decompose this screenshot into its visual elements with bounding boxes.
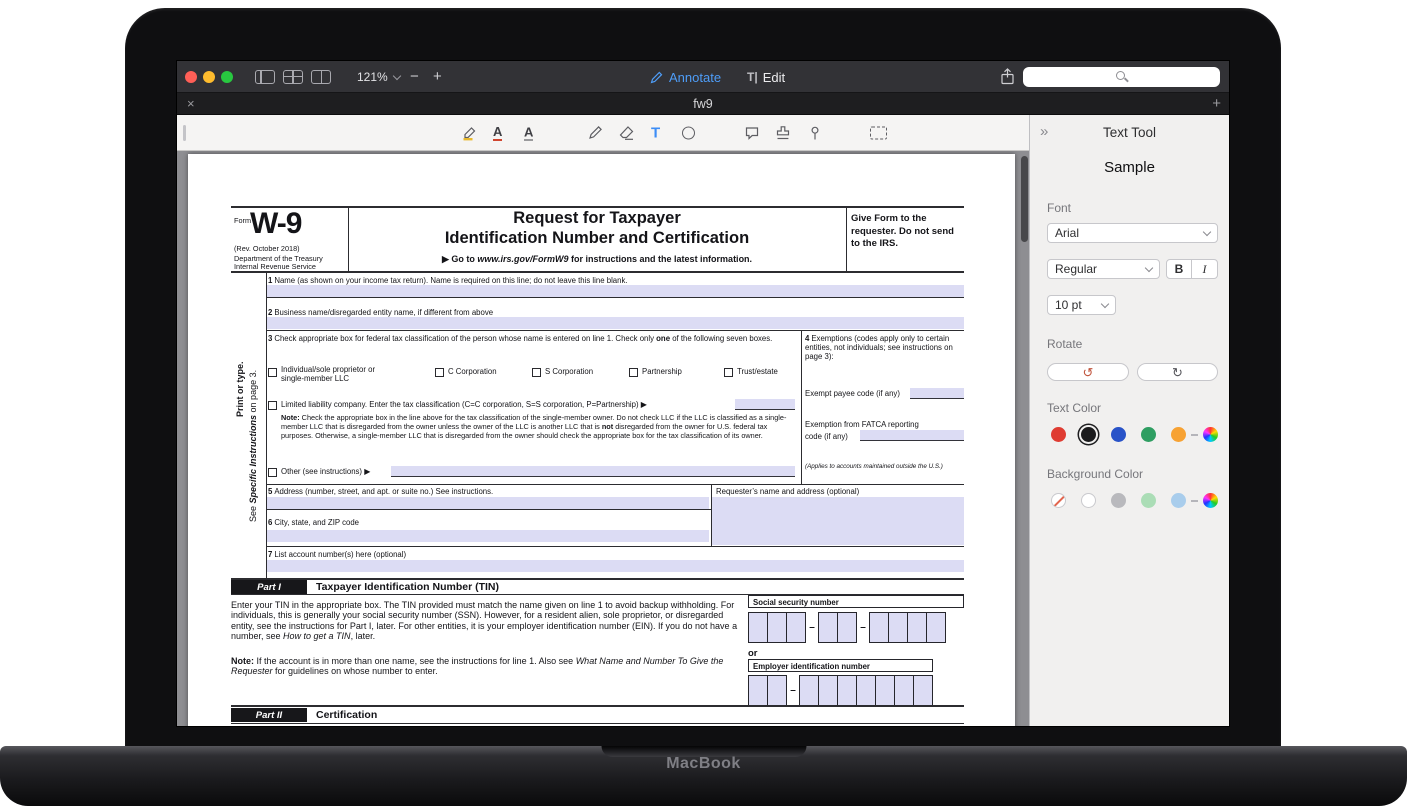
new-tab-button[interactable]: +: [1212, 95, 1221, 112]
text-color-label: Text Color: [1047, 401, 1102, 415]
field-requester-name-address[interactable]: [712, 497, 964, 545]
text-tool-panel: [1029, 115, 1229, 726]
form-number: W-9: [250, 207, 302, 240]
bg-color-white-swatch[interactable]: [1081, 493, 1096, 508]
option-llc-label: Limited liability company. Enter the tax classification (C=C corporation, S=S corporation, P=Partnership) ▶: [281, 400, 647, 409]
rule: [231, 723, 964, 724]
text-color-green-swatch[interactable]: [1141, 427, 1156, 442]
font-style-value: Regular: [1055, 262, 1098, 276]
or-label: or: [748, 648, 758, 659]
ssn-digit-box[interactable]: [786, 612, 806, 643]
field-address[interactable]: [267, 497, 709, 509]
checkbox-partnership[interactable]: [629, 368, 638, 377]
macbook-lid: [125, 8, 1281, 749]
field-account-numbers[interactable]: [267, 560, 964, 572]
sample-preview: Sample: [1104, 159, 1155, 176]
minimize-window-button[interactable]: [203, 71, 215, 83]
tab-close-button[interactable]: ×: [187, 96, 195, 111]
zoom-in-button[interactable]: +: [433, 68, 442, 85]
field-exempt-payee-code[interactable]: [910, 388, 964, 399]
rule: [231, 705, 964, 707]
app-window: [176, 60, 1230, 727]
form-title-line1: Request for Taxpayer: [513, 209, 681, 227]
rotate-cw-icon: ↻: [1172, 364, 1183, 380]
option-other-label: Other (see instructions) ▶: [281, 467, 371, 476]
part1-title: Taxpayer Identification Number (TIN): [316, 581, 499, 593]
panel-handle-icon[interactable]: [183, 125, 186, 141]
checkbox-other[interactable]: [268, 468, 277, 477]
ein-digit-box[interactable]: [818, 675, 838, 706]
font-size-select[interactable]: [1047, 295, 1116, 315]
ein-digit-box[interactable]: [767, 675, 787, 706]
print-or-type-label: Print or type.: [235, 361, 245, 417]
text-color-blue-swatch[interactable]: [1111, 427, 1126, 442]
ssn-label: Social security number: [748, 595, 964, 608]
line7-label: 7 List account number(s) here (optional): [268, 550, 407, 559]
ein-digit-box[interactable]: [748, 675, 768, 706]
rotate-ccw-icon: ↺: [1082, 364, 1094, 380]
rule: [266, 484, 964, 485]
rule: [266, 509, 711, 510]
tin-note: Note: If the account is in more than one name, see the instructions for line 1. Also see What Name and Number To Give the Requester for guidelines on whose number to enter.: [231, 656, 724, 677]
text-color-red-swatch[interactable]: [1051, 427, 1066, 442]
close-window-button[interactable]: [185, 71, 197, 83]
fatca-label-1: Exemption from FATCA reporting: [805, 420, 919, 429]
bold-italic-group: [1166, 259, 1218, 279]
ssn-boxes: [748, 612, 946, 643]
fatca-label-2: code (if any): [805, 432, 848, 441]
line6-label: 6 City, state, and ZIP code: [268, 518, 359, 527]
rule: [231, 206, 964, 208]
ein-dash: –: [790, 685, 796, 696]
ssn-digit-box[interactable]: [818, 612, 838, 643]
swatch-divider: [1191, 500, 1198, 502]
tab-bar: [177, 93, 1229, 115]
ssn-digit-box[interactable]: [869, 612, 889, 643]
form-revision: (Rev. October 2018): [234, 244, 300, 253]
italic-button[interactable]: I: [1202, 262, 1207, 276]
form-word: Form: [234, 216, 252, 225]
pdf-page: [188, 154, 1015, 726]
ein-digit-box[interactable]: [837, 675, 857, 706]
thumbnails-panel-icon[interactable]: [283, 70, 303, 84]
form-goto-line: ▶ Go to www.irs.gov/FormW9 for instructions and the latest information.: [441, 254, 753, 264]
checkbox-trust-estate[interactable]: [724, 368, 733, 377]
ein-label: Employer identification number: [748, 659, 933, 672]
pen-icon[interactable]: [587, 124, 604, 141]
line4-label: 4 Exemptions (codes apply only to certain entities, not individuals; see instructions on page 3):: [805, 334, 953, 362]
requester-label: Requester’s name and address (optional): [716, 487, 860, 496]
note-icon[interactable]: [744, 125, 760, 141]
text-color-orange-swatch[interactable]: [1171, 427, 1186, 442]
rule: [266, 330, 964, 331]
bg-color-custom-swatch[interactable]: [1203, 493, 1218, 508]
ssn-dash: –: [809, 622, 815, 633]
underline-icon[interactable]: A: [524, 124, 534, 139]
tab-title[interactable]: fw9: [693, 97, 713, 111]
checkbox-individual[interactable]: [268, 368, 277, 377]
chevron-down-icon: [1101, 300, 1109, 308]
titlebar: [177, 61, 1229, 93]
line3-label: 3 Check appropriate box for federal tax classification of the person whose name is entered on line 1. Check only one of the following seven boxes.: [268, 334, 773, 343]
rotate-ccw-button[interactable]: [1047, 363, 1129, 381]
zoom-level-control[interactable]: [357, 61, 400, 93]
part2-title: Certification: [316, 709, 378, 721]
annotate-pen-icon: [649, 70, 664, 85]
bg-color-none-swatch[interactable]: [1051, 493, 1066, 508]
rule: [801, 330, 802, 484]
form-title-line2: Identification Number and Certification: [444, 229, 750, 247]
chevron-down-icon: [1203, 228, 1211, 236]
rule: [266, 546, 964, 547]
ssn-digit-box[interactable]: [907, 612, 927, 643]
part1-badge: Part I: [231, 580, 307, 594]
rule: [231, 578, 964, 580]
ein-digit-box[interactable]: [913, 675, 933, 706]
line5-label: 5 Address (number, street, and apt. or suite no.) See instructions.: [268, 487, 494, 496]
search-input[interactable]: [1023, 67, 1220, 87]
highlighter-icon[interactable]: [461, 125, 477, 141]
eraser-icon[interactable]: [618, 124, 635, 141]
field-name[interactable]: [267, 285, 964, 297]
form-service: Internal Revenue Service: [234, 262, 316, 271]
ssn-digit-box[interactable]: [888, 612, 908, 643]
ssn-digit-box[interactable]: [767, 612, 787, 643]
rule: [266, 297, 964, 298]
see-instructions-label: See Specific Instructions on page 3.: [248, 369, 258, 522]
annotate-mode-button[interactable]: [649, 61, 721, 93]
applies-note: (Applies to accounts maintained outside the U.S.): [805, 463, 943, 470]
field-fatca-code[interactable]: [860, 430, 964, 441]
ein-boxes: [748, 675, 933, 706]
field-llc-classification[interactable]: [735, 399, 795, 410]
line3-note: Note: Check the appropriate box in the line above for the tax classification of the single-member owner. Do not check LLC if the LLC is classified as a single-member LLC that is disregarded from the owner unless the owner of the LLC is another LLC that is not disregarded from the owner for U.S. federal tax purposes. Otherwise, a single-member LLC that is disregarded from the owner should check the appropriate box for the tax classification of its owner.: [281, 413, 787, 440]
field-business-name[interactable]: [267, 317, 964, 329]
fullscreen-window-button[interactable]: [221, 71, 233, 83]
bg-color-green-swatch[interactable]: [1141, 493, 1156, 508]
checkbox-c-corporation[interactable]: [435, 368, 444, 377]
rotate-label: Rotate: [1047, 337, 1083, 351]
exempt-code-label: Exempt payee code (if any): [805, 389, 900, 398]
chevron-down-icon: [392, 71, 400, 79]
swatch-divider: [1191, 434, 1198, 436]
checkbox-llc[interactable]: [268, 401, 277, 410]
edit-text-icon: T|: [747, 70, 758, 84]
macbook-logo-text: MacBook: [666, 755, 741, 772]
ssn-dash: –: [860, 622, 866, 633]
edit-mode-button[interactable]: [747, 61, 785, 93]
ein-digit-box[interactable]: [799, 675, 819, 706]
collapse-panel-button[interactable]: »: [1040, 123, 1049, 140]
tin-instructions: Enter your TIN in the appropriate box. The TIN provided must match the name given on line 1 to avoid backup withholding. For individuals, this is generally your social security number (SSN). However, for a resident alien, sole proprietor, or disregarded entity, see the instructions for Part I, later. For other entities, it is your employer identification number (EIN). If you do not have a number, see How to get a TIN, later.: [231, 600, 738, 642]
search-field[interactable]: [1023, 67, 1220, 87]
background-color-label: Background Color: [1047, 467, 1144, 481]
edit-label: Edit: [762, 69, 786, 85]
font-style-select[interactable]: [1047, 259, 1160, 279]
text-color-black-swatch[interactable]: [1081, 427, 1096, 442]
text-color-custom-swatch[interactable]: [1203, 427, 1218, 442]
font-family-value: Arial: [1055, 226, 1080, 240]
chevron-down-icon: [1145, 264, 1153, 272]
vertical-scrollbar-thumb[interactable]: [1021, 156, 1028, 242]
annotation-toolbar: [177, 115, 1029, 151]
option-individual-label: Individual/sole proprietor or single-member LLC: [281, 365, 376, 384]
text-tool-icon[interactable]: T: [651, 124, 661, 141]
panel-title: Text Tool: [1102, 125, 1157, 140]
text-color-icon[interactable]: A: [493, 123, 503, 139]
bg-color-blue-swatch[interactable]: [1171, 493, 1186, 508]
line1-label: 1 Name (as shown on your income tax return). Name is required on this line; do not leave this line blank.: [268, 276, 628, 285]
option-c-corp-label: C Corporation: [448, 367, 497, 376]
option-partnership-label: Partnership: [642, 367, 682, 376]
ein-digit-box[interactable]: [875, 675, 895, 706]
option-trust-label: Trust/estate: [737, 367, 778, 376]
zoom-level-value: 121%: [357, 70, 388, 84]
ssn-digit-box[interactable]: [748, 612, 768, 643]
line2-label: 2 Business name/disregarded entity name, if different from above: [268, 308, 494, 317]
ssn-digit-box[interactable]: [837, 612, 857, 643]
selection-icon[interactable]: [870, 126, 887, 139]
rule: [231, 271, 964, 273]
bold-button[interactable]: B: [1167, 260, 1192, 278]
zoom-out-button[interactable]: −: [410, 68, 419, 85]
field-city-state-zip[interactable]: [267, 530, 709, 542]
share-icon[interactable]: [999, 68, 1016, 86]
document-area: [177, 151, 1029, 726]
pin-icon[interactable]: [807, 125, 823, 141]
font-size-value: 10 pt: [1055, 298, 1082, 312]
rotate-cw-button[interactable]: [1137, 363, 1218, 381]
font-family-select[interactable]: [1047, 223, 1218, 243]
rule: [846, 206, 847, 271]
bg-color-gray-swatch[interactable]: [1111, 493, 1126, 508]
stamp-icon[interactable]: [775, 125, 791, 141]
macbook-base: [0, 746, 1407, 806]
ssn-digit-box[interactable]: [926, 612, 946, 643]
sidebar-panel-icon[interactable]: [255, 70, 275, 84]
shapes-icon[interactable]: [682, 126, 695, 139]
checkbox-s-corporation[interactable]: [532, 368, 541, 377]
font-label: Font: [1047, 201, 1072, 215]
give-form-note: Give Form to the requester. Do not send to the IRS.: [851, 213, 954, 249]
annotate-label: Annotate: [669, 69, 722, 85]
ein-digit-box[interactable]: [856, 675, 876, 706]
option-s-corp-label: S Corporation: [545, 367, 594, 376]
two-page-view-icon[interactable]: [311, 70, 331, 84]
part2-badge: Part II: [231, 708, 307, 722]
ein-digit-box[interactable]: [894, 675, 914, 706]
field-other[interactable]: [391, 466, 795, 477]
form-department: Department of the Treasury: [234, 254, 323, 263]
